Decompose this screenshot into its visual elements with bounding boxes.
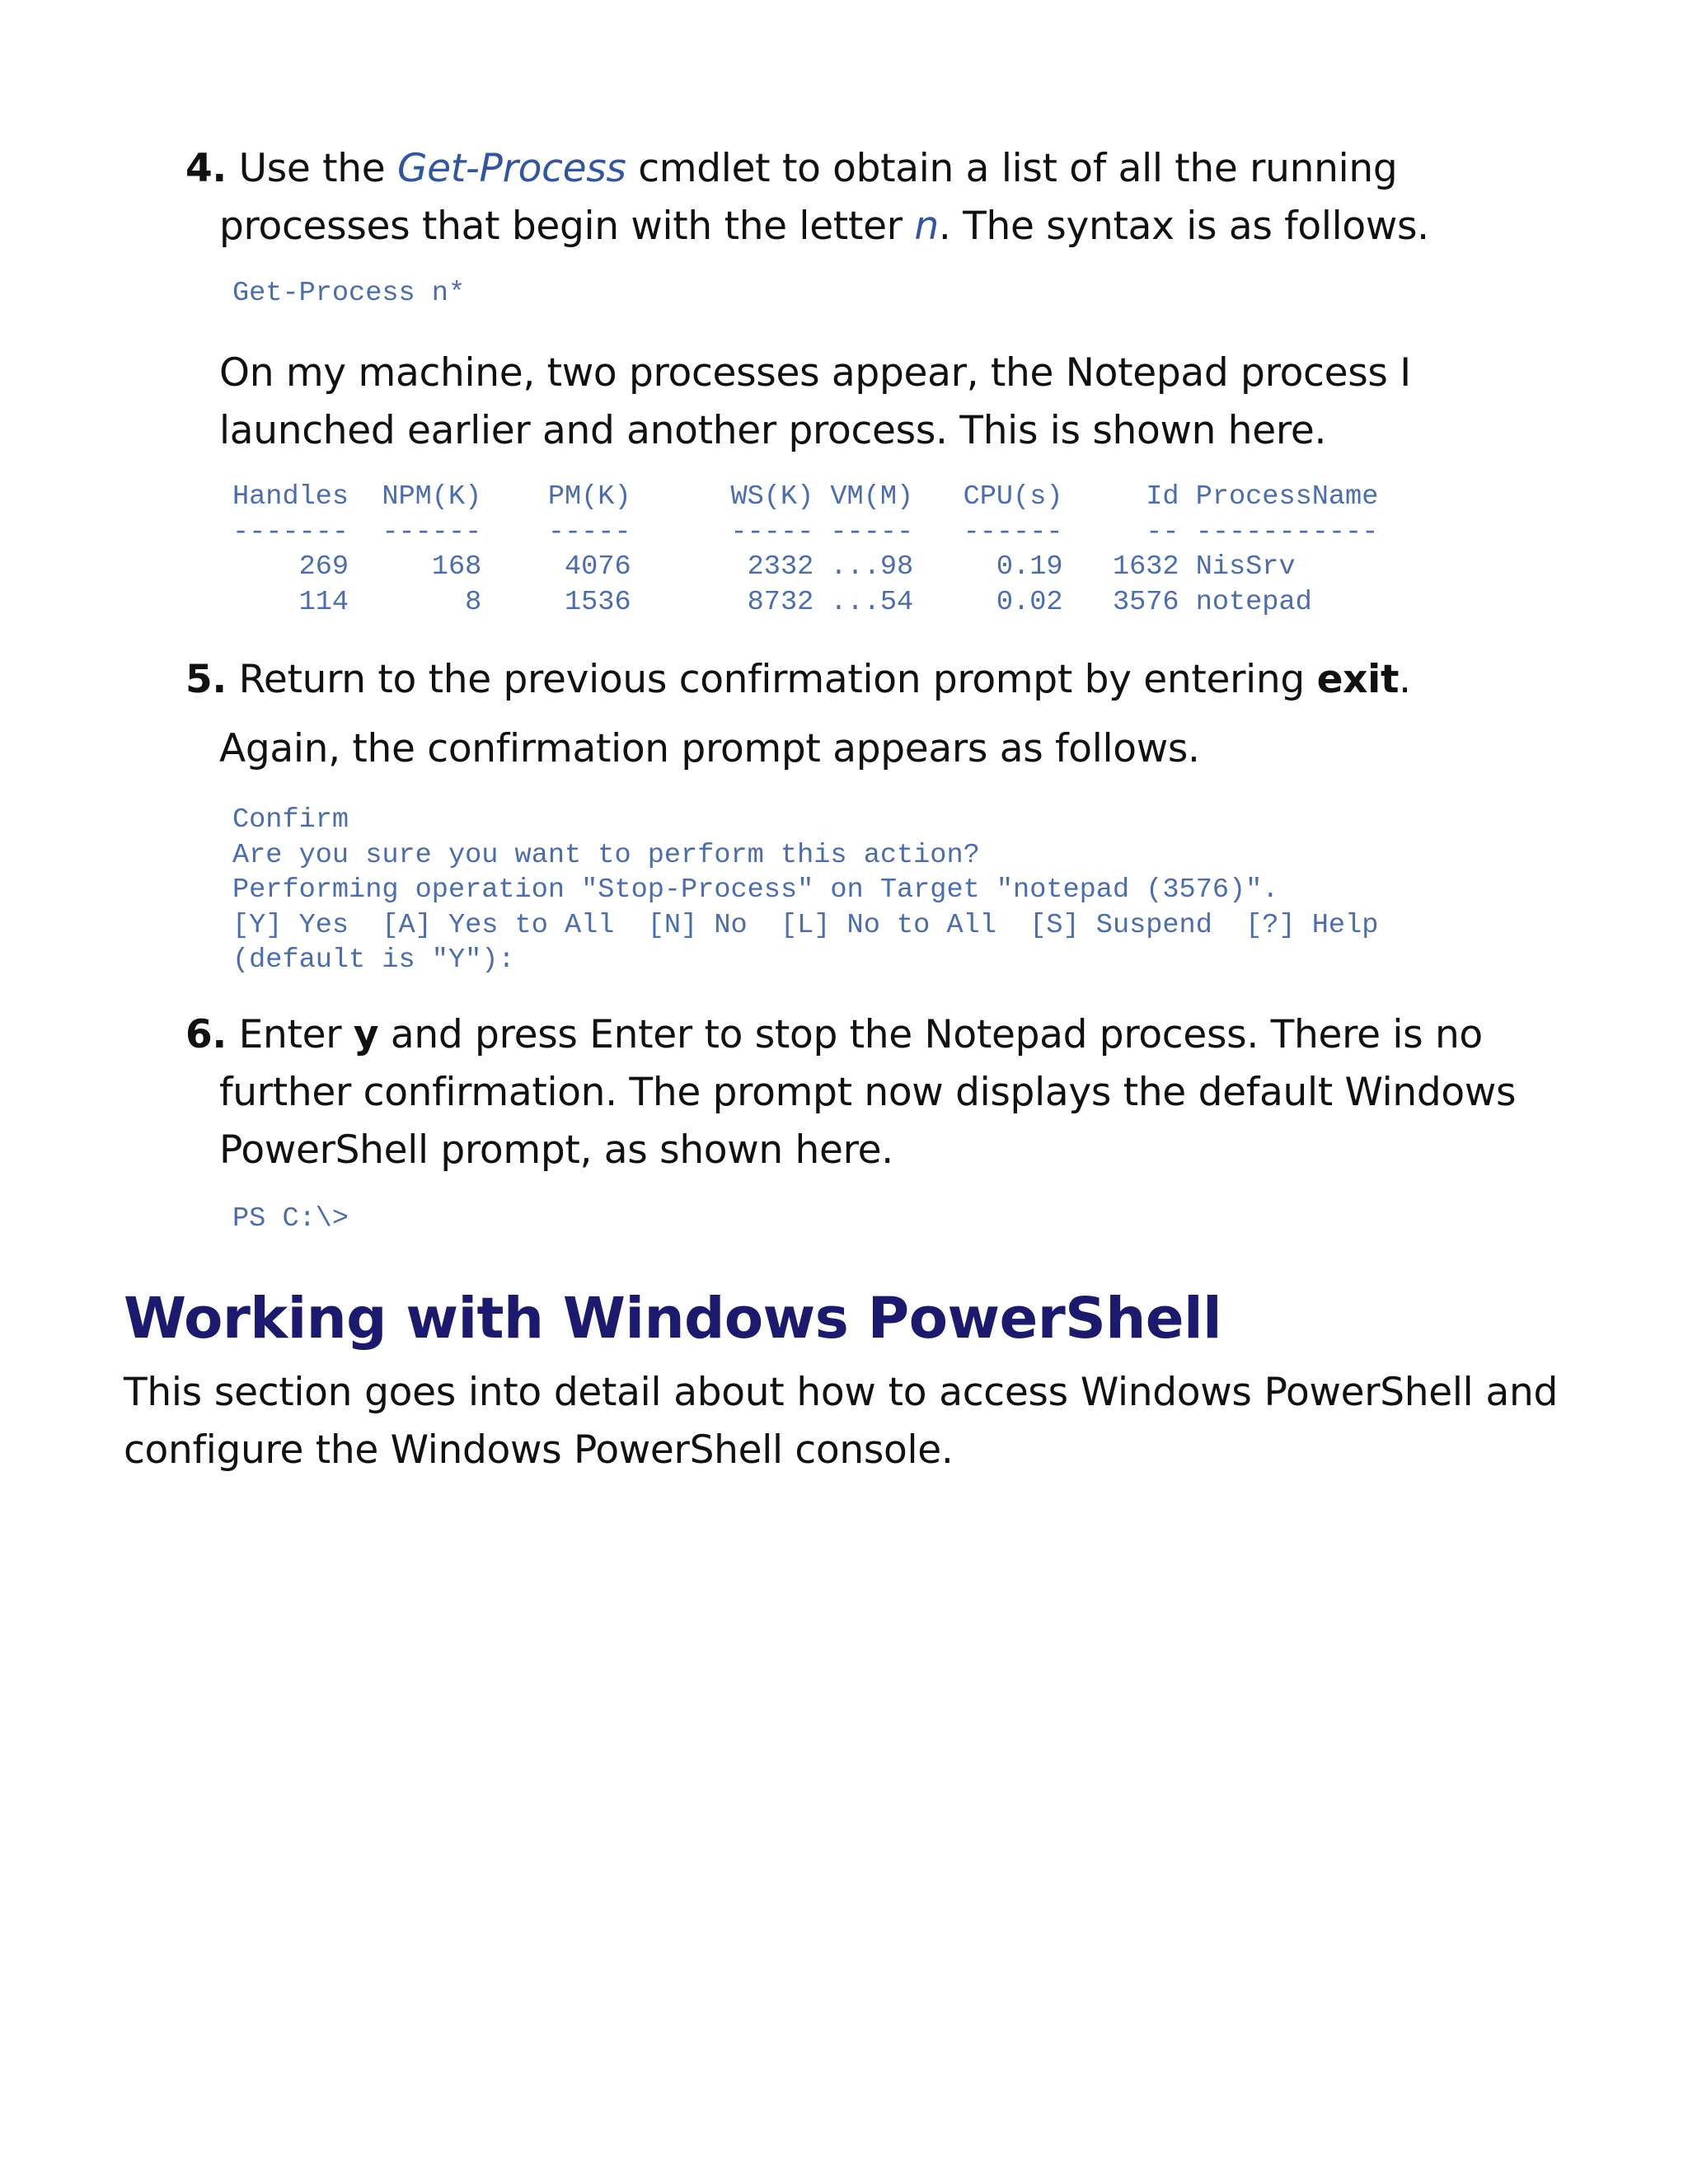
step-4 [185, 140, 1537, 255]
step-5 [185, 651, 1537, 709]
step-4-paragraph: On my machine, two processes appear, the Notepad process I launched earlier and another process. This is shown here. [219, 350, 1411, 453]
step-5-number: 5. [185, 657, 227, 702]
key-y: y [353, 1012, 379, 1057]
step-6-text-b: and press Enter to stop the Notepad process. There is no further confirmation. The prompt now displays the default Windows PowerShell prompt, as shown here. [219, 1012, 1517, 1173]
step-4-number: 4. [185, 146, 227, 191]
step-6 [185, 1006, 1537, 1179]
letter-n: n [914, 204, 939, 249]
code-confirm-prompt: Confirm Are you sure you want to perform this action? Performing operation "Stop-Process" on Target "notepad (3576)". [Y] Yes [A] Yes to All [N] No [L] No to All [S] Suspend [?] Help (default is "Y"): [232, 804, 1379, 976]
step-6-number: 6. [185, 1012, 227, 1057]
step-4-text-a: Use the [226, 146, 398, 191]
step-5-text-a: Return to the previous confirmation prompt by entering [226, 657, 1317, 702]
code-get-process: Get-Process n* [232, 278, 466, 309]
section-heading: Working with Windows PowerShell [124, 1286, 1222, 1352]
step-4-text-b: cmdlet to obtain a list of all the running processes that begin with the letter [219, 146, 1398, 249]
section-paragraph: This section goes into detail about how to access Windows PowerShell and configure the Windows PowerShell console. [124, 1370, 1558, 1473]
step-4-text-c: . The syntax is as follows. [938, 204, 1429, 249]
code-ps-prompt: PS C:\> [232, 1203, 349, 1235]
step-5-text-b: . [1399, 657, 1411, 702]
exit-command: exit [1316, 657, 1400, 702]
step-6-text-a: Enter [226, 1012, 354, 1057]
step-5-paragraph: Again, the confirmation prompt appears as follows. [219, 726, 1200, 771]
cmdlet-name: Get-Process [397, 146, 626, 191]
code-process-table: Handles NPM(K) PM(K) WS(K) VM(M) CPU(s) Id ProcessName ------- ------ ----- ----- ----- ------ -- ----------- 269 168 4076 2332 ...98 0.19 1632 NisSrv 114 8 1536 8732 ...54 0.02 3576 notepad [232, 481, 1379, 618]
